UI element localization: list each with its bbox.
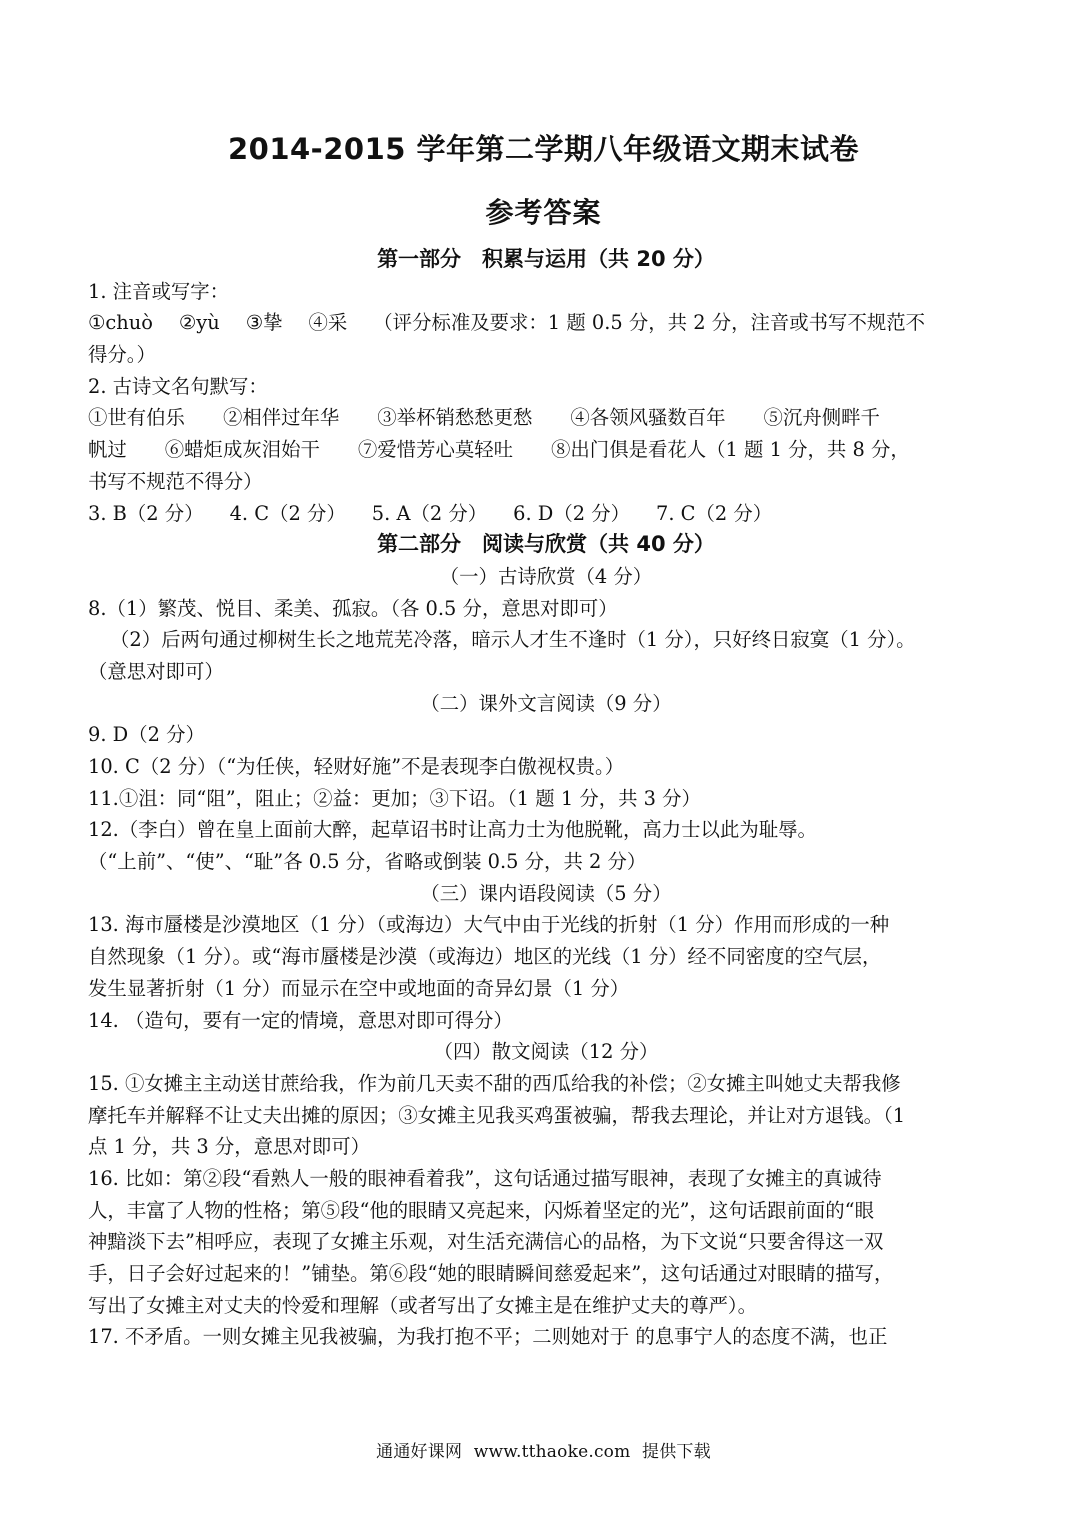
q1-answer-4: ④采 <box>308 311 348 335</box>
footer-site-name: 通通好课网 <box>376 1442 463 1462</box>
q16-answer-cont: 手，日子会好过起来的！”铺垫。第⑥段“她的眼睛瞬间慈爱起来”，这句话通过对眼睛的描写， <box>88 1262 894 1285</box>
q2-line-3: 书写不规范不得分） <box>88 469 263 493</box>
q2-label: 2. 古诗文名句默写： <box>88 374 268 398</box>
q8-part2: （2）后两句通过柳树生长之地荒芜冷落，暗示人才生不逢时（1 分），只好终日寂寞（1 分）。 <box>110 628 916 652</box>
q15-answer-cont: 点 1 分，共 3 分，意思对即可） <box>88 1135 371 1159</box>
q17-answer: 17. 不矛盾。一则女摊主见我被骗，为我打抱不平；二则她对于 的息事宁人的态度不满，也正 <box>88 1325 888 1349</box>
section-3-heading: （三）课内语段阅读（5 分） <box>420 881 672 905</box>
q16-answer: 16. 比如：第②段“看熟人一般的眼神看着我”，这句话通过描写眼神，表现了女摊主的真诚待 <box>88 1166 882 1190</box>
q13-answer-cont: 发生显著折射（1 分）而显示在空中或地面的奇异幻景（1 分） <box>88 976 630 1000</box>
q2-line-2 <box>88 434 1004 466</box>
page-subtitle: 参考答案 <box>485 196 602 229</box>
q1-scoring-note-cont: 得分。） <box>88 343 156 367</box>
q15-answer: 15. ①女摊主主动送甘蔗给我，作为前几天卖不甜的西瓜给我的补偿；②女摊主叫她丈夫帮我修 <box>88 1071 901 1095</box>
q2-item: ④各领风骚数百年 <box>570 406 726 430</box>
mc-answer: 5. A（2 分） <box>371 501 488 525</box>
q1-answers <box>88 307 1004 339</box>
q8-part1: 8.（1）繁茂、悦目、柔美、孤寂。（各 0.5 分，意思对即可） <box>88 596 618 620</box>
section-4-heading: （四）散文阅读（12 分） <box>433 1040 659 1064</box>
q14-answer: 14. （造句，要有一定的情境，意思对即可得分） <box>88 1008 513 1032</box>
section-2-heading: （二）课外文言阅读（9 分） <box>420 691 672 715</box>
page-footer <box>0 1437 1087 1462</box>
q1-answer-3: ③挚 <box>245 311 283 335</box>
q11-answer: 11.①沮：同“阻”，阻止；②益：更加；③下诏。（1 题 1 分，共 3 分） <box>88 786 701 810</box>
q2-item: ⑥蜡炬成灰泪始干 <box>164 438 320 462</box>
q16-answer-cont: 人，丰富了人物的性格；第⑤段“他的眼睛又亮起来，闪烁着坚定的光”，这句话跟前面的“眼 <box>88 1198 874 1222</box>
mc-answer: 6. D（2 分） <box>513 501 631 525</box>
mc-answer: 3. B（2 分） <box>88 501 204 525</box>
q2-item: ⑤沉舟侧畔千 <box>763 406 880 430</box>
q2-item: ①世有伯乐 <box>88 406 185 430</box>
q13-answer: 13. 海市蜃楼是沙漠地区（1 分）（或海边）大气中由于光线的折射（1 分）作用而形成的一种 <box>88 913 890 937</box>
part2-heading: 第二部分 阅读与欣赏（共 40 分） <box>377 532 715 557</box>
q2-item: ⑦爱惜芳心莫轻吐 <box>357 438 514 462</box>
mc-answers <box>88 498 1004 530</box>
q1-answer-2: ②yù <box>178 311 220 335</box>
answer-body <box>88 244 1004 1353</box>
mc-answer: 7. C（2 分） <box>656 501 773 525</box>
q12-scoring: （“上前”、“使”、“耻”各 0.5 分，省略或倒装 0.5 分，共 2 分） <box>88 850 647 874</box>
q10-answer: 10. C（2 分）（“为任侠，轻财好施”不是表现李白傲视权贵。） <box>88 755 625 778</box>
page-title: 2014-2015 学年第二学期八年级语文期末试卷 <box>227 132 860 166</box>
q1-scoring-note: （评分标准及要求：1 题 0.5 分，共 2 分，注音或书写不规范不 <box>373 311 926 335</box>
q8-part2-cont: （意思对即可） <box>88 659 224 683</box>
q13-answer-cont: 自然现象（1 分）。或“海市蜃楼是沙漠（或海边）地区的光线（1 分）经不同密度的空气层， <box>88 945 882 969</box>
q2-item: ②相伴过年华 <box>222 406 340 430</box>
section-1-heading: （一）古诗欣赏（4 分） <box>439 564 653 588</box>
q9-answer: 9. D（2 分） <box>88 723 205 747</box>
part1-heading: 第一部分 积累与运用（共 20 分） <box>377 247 715 271</box>
q2-item: 帆过 <box>88 438 127 462</box>
q2-item: ⑧出门俱是看花人（1 题 1 分，共 8 分， <box>551 438 910 462</box>
q1-answer-1: ①chuò <box>88 311 153 335</box>
mc-answer: 4. C（2 分） <box>229 501 346 525</box>
footer-note: 提供下载 <box>642 1442 711 1462</box>
q16-answer-cont: 神黯淡下去”相呼应，表现了女摊主乐观，对生活充满信心的品格，为下文说“只要舍得这一双 <box>88 1230 884 1254</box>
q1-label: 1. 注音或写字： <box>88 279 230 303</box>
q16-answer-cont: 写出了女摊主对丈夫的怜爱和理解（或者写出了女摊主是在维护丈夫的尊严）。 <box>88 1293 757 1317</box>
q2-item: ③举杯销愁愁更愁 <box>377 406 533 430</box>
footer-url: www.tthaoke.com <box>473 1442 631 1462</box>
q12-answer: 12.（李白）曾在皇上面前大醉，起草诏书时让高力士为他脱靴，高力士以此为耻辱。 <box>88 818 817 842</box>
q2-line-1 <box>88 402 1004 434</box>
q15-answer-cont: 摩托车并解释不让丈夫出摊的原因；③女摊主见我买鸡蛋被骗，帮我去理论，并让对方退钱。（1 <box>88 1103 906 1127</box>
